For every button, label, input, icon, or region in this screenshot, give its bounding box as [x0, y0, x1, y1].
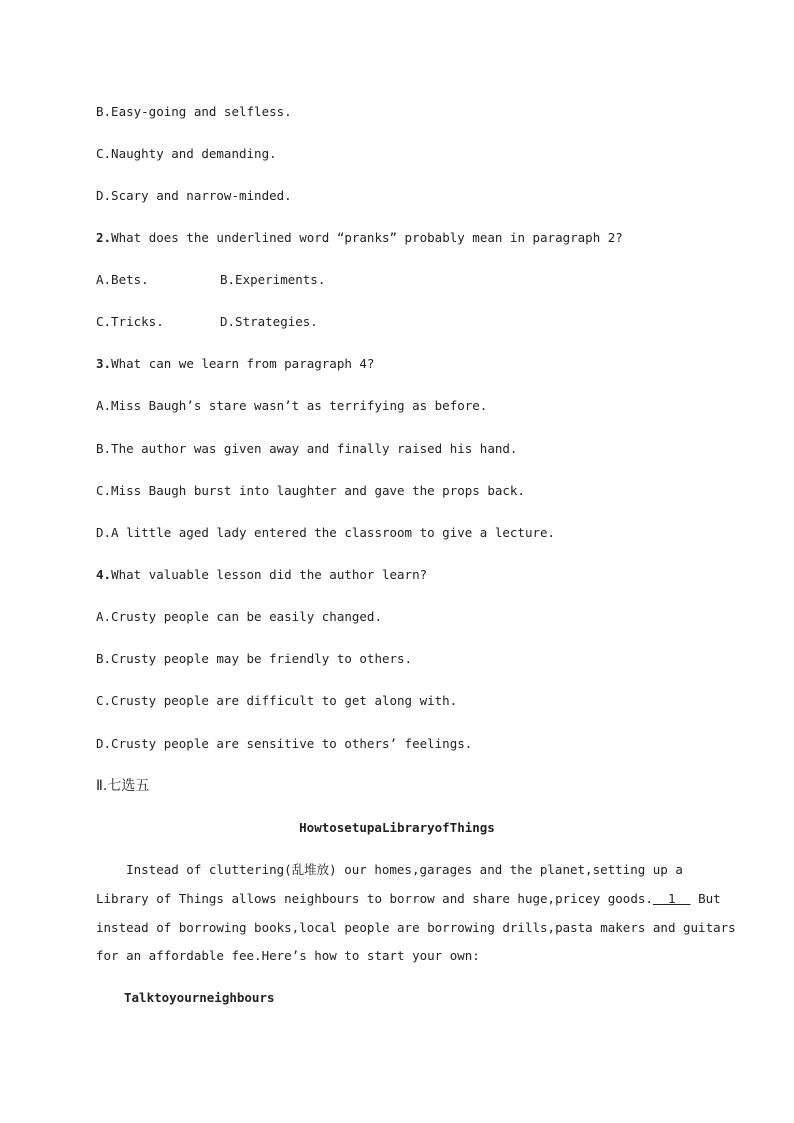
q4-option-b: B.Crusty people may be friendly to others.	[96, 651, 413, 666]
q2-option-a: A.Bets.	[96, 272, 149, 287]
q4-option-a: A.Crusty people can be easily changed.	[96, 609, 382, 624]
blank-1: 1	[652, 891, 691, 906]
q3-option-a: A.Miss Baugh’s stare wasn’t as terrifying as before.	[96, 398, 488, 413]
q1-option-c: C.Naughty and demanding.	[96, 146, 277, 161]
q1-option-d: D.Scary and narrow-minded.	[96, 188, 292, 203]
q2-option-c: C.Tricks.	[96, 314, 164, 329]
passage-line-3: instead of borrowing books,local people are borrowing drills,pasta makers and guitars	[96, 920, 736, 935]
question-4	[96, 567, 427, 583]
passage-subheading: Talktoyourneighbours	[124, 990, 275, 1005]
q3-option-d: D.A little aged lady entered the classroom to give a lecture.	[96, 525, 556, 540]
question-2	[96, 230, 623, 246]
question-4-number: 4.	[96, 567, 112, 582]
q4-option-c: C.Crusty people are difficult to get along with.	[96, 693, 458, 708]
passage-line-1: Instead of cluttering(乱堆放) our homes,garages and the planet,setting up a	[96, 862, 683, 877]
q2-option-d: D.Strategies.	[220, 314, 318, 329]
section-heading: Ⅱ.七选五	[96, 778, 150, 794]
q4-option-d: D.Crusty people are sensitive to others’ feelings.	[96, 736, 473, 751]
q2-option-b: B.Experiments.	[220, 272, 326, 287]
question-4-text: What valuable lesson did the author learn?	[111, 567, 428, 582]
question-2-text: What does the underlined word “pranks” probably mean in paragraph 2?	[111, 230, 623, 245]
passage-line-4: for an affordable fee.Here’s how to start your own:	[96, 948, 480, 963]
question-2-number: 2.	[96, 230, 112, 245]
q1-option-b: B.Easy-going and selfless.	[96, 104, 292, 119]
passage-line-2	[96, 891, 721, 907]
question-3-text: What can we learn from paragraph 4?	[111, 356, 375, 371]
passage-line-2-tail: But	[690, 891, 721, 906]
passage-line-2-text: Library of Things allows neighbours to borrow and share huge,pricey goods.	[96, 891, 653, 906]
q3-option-b: B.The author was given away and finally raised his hand.	[96, 441, 518, 456]
question-3	[96, 356, 374, 372]
passage-title: HowtosetupaLibraryofThings	[299, 820, 495, 835]
question-3-number: 3.	[96, 356, 112, 371]
q3-option-c: C.Miss Baugh burst into laughter and gave the props back.	[96, 483, 525, 498]
